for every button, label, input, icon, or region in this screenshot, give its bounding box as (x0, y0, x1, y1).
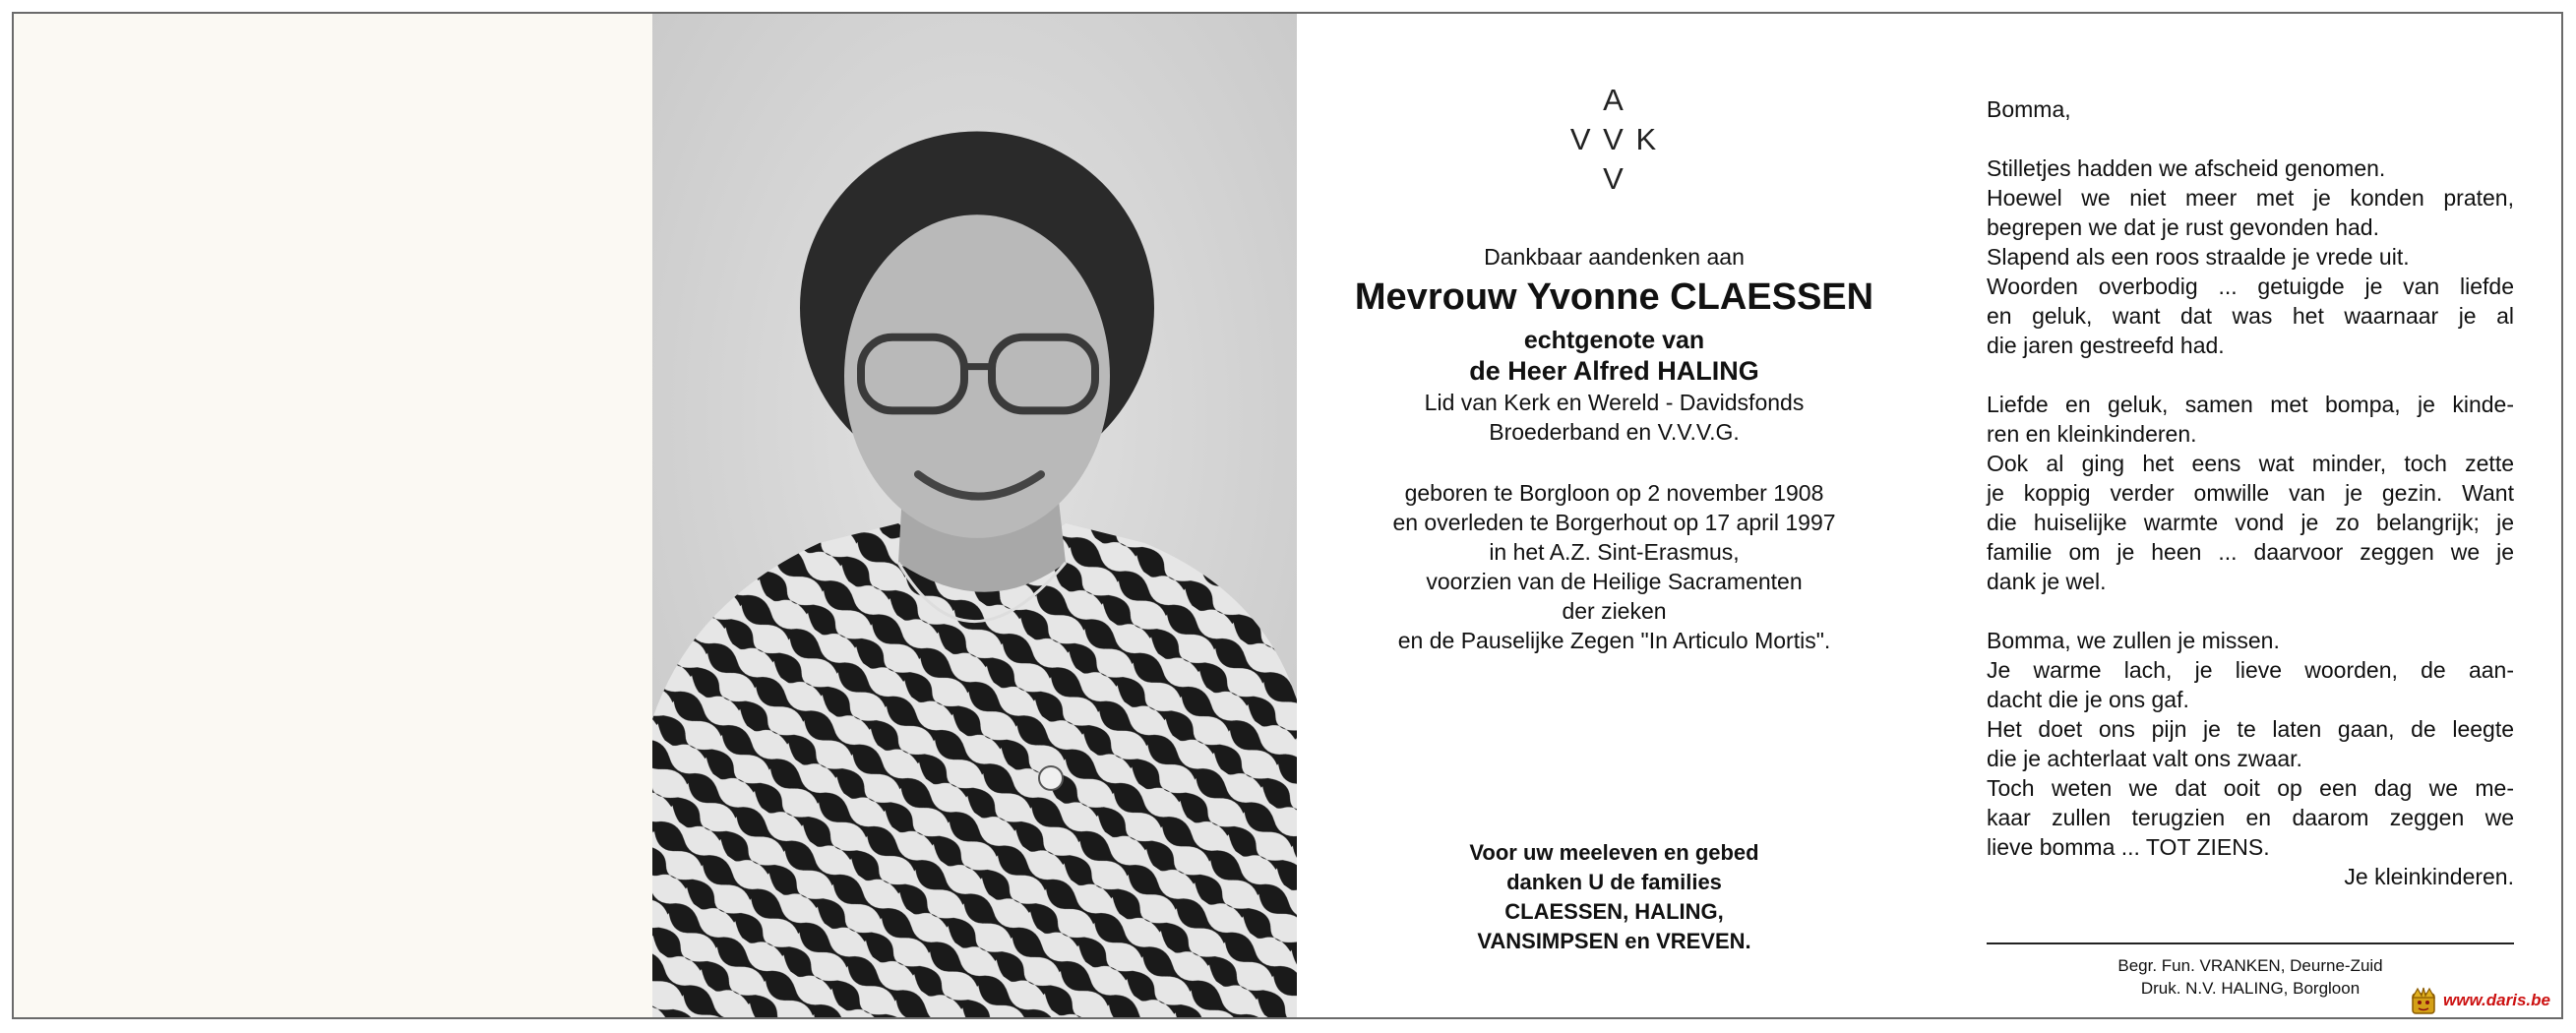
poem-line: dank je wel. (1987, 569, 2107, 594)
daris-logo-icon (2409, 986, 2438, 1015)
detail-line: in het A.Z. Sint-Erasmus, (1489, 539, 1740, 565)
detail-line: en de Pauselijke Zegen "In Articulo Mortis". (1397, 628, 1831, 653)
life-details (1297, 478, 1932, 655)
thanks-line: VANSIMPSEN en VREVEN. (1477, 929, 1751, 953)
poem-line: Toch weten we dat ooit op een dag we me- (1987, 775, 2514, 801)
poem-line: Hoewel we niet meer met je konden praten, (1987, 185, 2514, 211)
poem-line: Liefde en geluk, samen met bompa, je kinde- (1987, 392, 2514, 417)
monogram-middle: V V K (1569, 122, 1659, 156)
poem-line: Slapend als een roos straalde je vrede uit. (1987, 244, 2410, 270)
spouse-label: echtgenote van (1523, 327, 1705, 354)
family-thanks (1297, 838, 1932, 956)
poem-line: Ook al ging het eens wat minder, toch zette (1987, 451, 2514, 476)
membership-line: Lid van Kerk en Wereld - Davidsfonds (1424, 390, 1805, 415)
poem-line: die huiselijke warmte vond je zo belangrijk; je (1987, 510, 2514, 535)
monogram-top: A (1603, 83, 1625, 117)
poem-line: Woorden overbodig ... getuigde je van liefde (1987, 273, 2514, 299)
intro-text: Dankbaar aandenken aan (1484, 244, 1745, 270)
thanks-line: danken U de families (1506, 870, 1722, 894)
poem-line: en geluk, want dat was het waarnaar je al (1987, 303, 2514, 329)
obituary-panel (1297, 14, 1932, 1017)
thanks-line: CLAESSEN, HALING, (1504, 899, 1724, 924)
divider (1987, 942, 2514, 944)
membership-line: Broederband en V.V.V.G. (1489, 419, 1740, 445)
poem-line: die je achterlaat valt ons zwaar. (1987, 746, 2302, 771)
monogram-bottom: V (1603, 161, 1625, 196)
poem-line: ren en kleinkinderen. (1987, 421, 2197, 447)
poem-signature: Je kleinkinderen. (2344, 864, 2514, 889)
detail-line: voorzien van de Heilige Sacramenten (1426, 569, 1803, 594)
spouse-name: de Heer Alfred HALING (1469, 356, 1759, 386)
portrait-photo (652, 14, 1297, 1017)
portrait-image (652, 14, 1297, 1017)
poem-line: lieve bomma ... TOT ZIENS. (1987, 834, 2270, 860)
poem-line: Bomma, we zullen je missen. (1987, 628, 2280, 653)
memberships (1297, 388, 1932, 447)
deceased-name: Mevrouw Yvonne CLAESSEN (1354, 276, 1874, 318)
poem (1987, 94, 2514, 891)
website-watermark[interactable] (2409, 988, 2566, 1013)
poem-line: begrepen we dat je rust gevonden had. (1987, 214, 2379, 240)
monogram (1297, 81, 1932, 199)
poem-line: je koppig verder omwille van je gezin. Want (1987, 480, 2514, 506)
poem-line: die jaren gestreefd had. (1987, 333, 2225, 358)
poem-line: Stilletjes hadden we afscheid genomen. (1987, 155, 2386, 181)
detail-line: geboren te Borgloon op 2 november 1908 (1404, 480, 1824, 506)
memorial-card (12, 12, 2563, 1019)
thanks-line: Voor uw meeleven en gebed (1469, 840, 1759, 865)
poem-line: Je warme lach, je lieve woorden, de aan- (1987, 657, 2514, 683)
poem-panel (1932, 14, 2563, 1017)
poem-greeting: Bomma, (1987, 96, 2071, 122)
funeral-director: Begr. Fun. VRANKEN, Deurne-Zuid (2117, 956, 2383, 975)
blank-panel (14, 14, 652, 1017)
website-link[interactable]: www.daris.be (2443, 991, 2550, 1009)
poem-line: familie om je heen ... daarvoor zeggen we je (1987, 539, 2514, 565)
poem-line: dacht die je ons gaf. (1987, 687, 2189, 712)
printer-name: Druk. N.V. HALING, Borgloon (2140, 979, 2361, 998)
detail-line: en overleden te Borgerhout op 17 april 1997 (1392, 510, 1836, 535)
poem-line: kaar zullen terugzien en daarom zeggen we (1987, 805, 2514, 830)
poem-line: Het doet ons pijn je te laten gaan, de leegte (1987, 716, 2514, 742)
detail-line: der zieken (1562, 598, 1667, 624)
